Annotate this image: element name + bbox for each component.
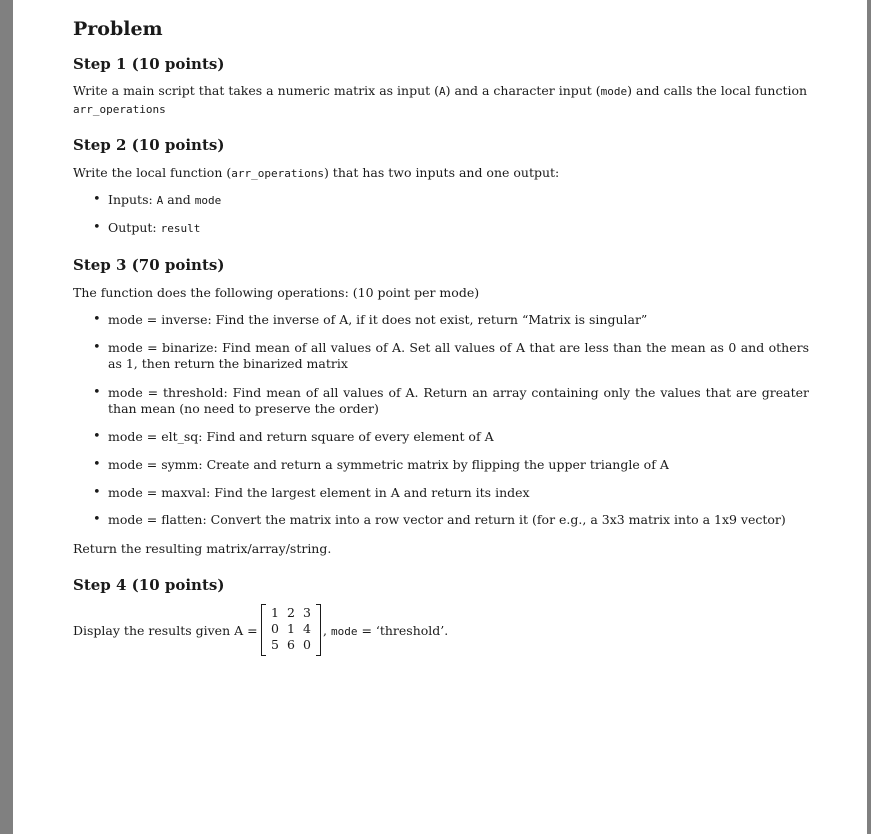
step2-text-after: ) that has two inputs and one output: <box>323 165 560 180</box>
matrix-cell: 1 <box>287 621 295 636</box>
step3-bullet-inverse <box>93 312 809 328</box>
step3-bullet-binarize <box>93 340 809 372</box>
bullet-text: mode = maxval: Find the largest element in A and return its index <box>108 485 530 500</box>
bullet-dot: • <box>93 192 101 207</box>
step1-code-a: A <box>439 85 446 98</box>
step2-code-func: arr_operations <box>231 167 324 180</box>
step2-bullet-output <box>93 220 809 237</box>
matrix-cell: 6 <box>287 637 295 652</box>
bullet-dot: • <box>93 220 101 235</box>
bullet-text: mode = inverse: Find the inverse of A, if it does not exist, return “Matrix is singular” <box>108 312 648 327</box>
bullet-code: result <box>160 222 201 235</box>
matrix-cell: 4 <box>303 621 311 636</box>
step4-comma: , <box>323 623 327 638</box>
step3-bullet-maxval <box>93 485 809 501</box>
page-title: Problem <box>73 18 163 40</box>
bullet-dot: • <box>93 485 101 500</box>
bullet-dot: • <box>93 429 101 444</box>
step4-suffix <box>323 622 448 640</box>
bullet-dot: • <box>93 312 101 327</box>
step1-text <box>73 82 808 118</box>
step1-code-mode: mode <box>600 85 628 98</box>
step4-code-mode: mode <box>330 625 358 638</box>
step1-text-mid: ) and a character input ( <box>445 83 601 98</box>
matrix-cell: 0 <box>303 637 311 652</box>
step4-suffix-text: = ‘threshold’. <box>357 623 449 638</box>
matrix-cell: 2 <box>287 605 295 620</box>
bullet-label: Inputs: <box>108 192 157 207</box>
bullet-dot: • <box>93 340 101 355</box>
matrix-left-bracket <box>261 604 266 656</box>
step1-text-before: Write a main script that takes a numeric matrix as input ( <box>73 83 440 98</box>
bullet-text: mode = flatten: Convert the matrix into a row vector and return it (for e.g., a 3x3 matrix into a 1x9 vector) <box>108 512 786 527</box>
step2-text-before: Write the local function ( <box>73 165 232 180</box>
step1-code-func: arr_operations <box>73 103 166 116</box>
matrix-cell: 5 <box>271 637 279 652</box>
step3-bullet-symm <box>93 457 809 473</box>
bullet-text: mode = symm: Create and return a symmetric matrix by flipping the upper triangle of A <box>108 457 669 472</box>
step1-text-after: ) and calls the local function <box>627 83 808 98</box>
bullet-text: mode = elt_sq: Find and return square of every element of A <box>108 429 494 444</box>
step2-heading: Step 2 (10 points) <box>73 136 225 154</box>
bullet-code: mode <box>194 194 222 207</box>
bullet-dot: • <box>93 457 101 472</box>
bullet-dot: • <box>93 512 101 527</box>
bullet-dot: • <box>93 385 101 400</box>
bullet-mid: and <box>163 192 195 207</box>
step3-bullet-threshold <box>93 385 809 417</box>
step4-heading: Step 4 (10 points) <box>73 576 225 594</box>
matrix-grid <box>267 605 315 653</box>
matrix-cell: 0 <box>271 621 279 636</box>
step3-heading: Step 3 (70 points) <box>73 256 225 274</box>
step2-bullet-inputs <box>93 192 809 209</box>
matrix-cell: 1 <box>271 605 279 620</box>
matrix-right-bracket <box>316 604 321 656</box>
step1-heading: Step 1 (10 points) <box>73 55 225 73</box>
step3-bullet-flatten <box>93 512 809 528</box>
step4-prefix: Display the results given A = <box>73 623 258 638</box>
step3-bullet-elt-sq <box>93 429 809 445</box>
document-page <box>13 0 867 834</box>
step2-text <box>73 164 808 182</box>
bullet-text: mode = threshold: Find mean of all values of A. Return an array containing only the values that are greater than mean (no need to preserve the order) <box>108 385 809 416</box>
bullet-code: A <box>156 194 164 207</box>
bullet-text: mode = binarize: Find mean of all values of A. Set all values of A that are less than the mean as 0 and others as 1, then return the binarized matrix <box>108 340 809 371</box>
bullet-label: Output: <box>108 220 161 235</box>
step3-closing: Return the resulting matrix/array/string. <box>73 541 332 556</box>
matrix-a <box>261 604 321 656</box>
matrix-cell: 3 <box>303 605 311 620</box>
step3-intro: The function does the following operations: (10 point per mode) <box>73 285 480 300</box>
